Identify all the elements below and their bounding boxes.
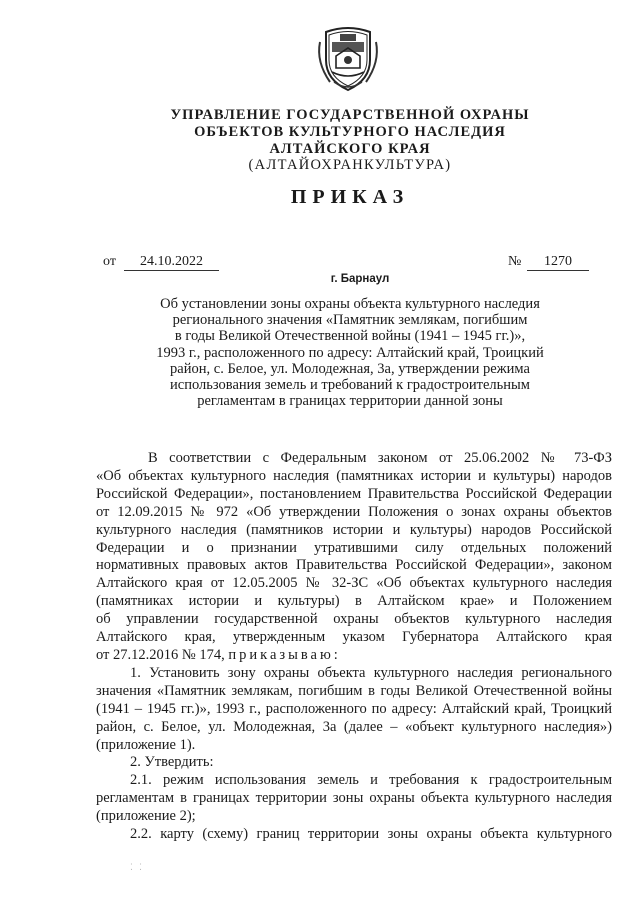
body-line: нормативных правовых актов Правительства Российской Федерации», законом [96,557,612,574]
item-1-line: 1. Установить зону охраны объекта культурного наследия регионального [130,664,612,681]
item-2-2-line: 2.2. карту (схему) границ территории зоны охраны объекта культурного [130,826,612,843]
number-label: № [508,254,522,269]
body-line: Российской Федерации», постановлением Правительства Российской Федерации [96,485,612,502]
order-directive: приказываю: [228,646,341,663]
org-name-line-1: УПРАВЛЕНИЕ ГОСУДАРСТВЕННОЙ ОХРАНЫ [170,107,530,123]
order-number: 1270 [527,254,589,271]
date-label: от [103,254,116,269]
item-2-1-line: 2.1. режим использования земель и требования к градостроительным [130,772,612,789]
body-line-prefix: от 27.12.2016 № 174, [96,646,229,663]
body-line: от 12.09.2015 № 972 «Об утверждении Положения о зонах охраны объектов [96,503,612,520]
scan-margin-mark: ⁚ ⁚ [130,862,144,872]
body-line: Алтайского края от 12.05.2005 № 32-ЗС «Об объектах культурного наследия [96,575,612,592]
item-1-line: значения «Памятник землякам, погибшим в годы Великой Отечественной войны [96,682,612,699]
org-name-line-2: ОБЪЕКТОВ КУЛЬТУРНОГО НАСЛЕДИЯ [194,124,506,140]
body-line: культурного наследия (памятников истории и культуры) народов Российской [96,521,612,538]
subject-line: Об установлении зоны охраны объекта культурного наследия [160,296,540,312]
body-line: «Об объектах культурного наследия (памятниках истории и культуры) народов [96,467,612,484]
item-1-line: район, с. Белое, ул. Молодежная, 3а (далее – «объект культурного наследия») [96,718,612,735]
subject-line: 1993 г., расположенного по адресу: Алтайский край, Троицкий [156,344,544,361]
org-name-line-3: АЛТАЙСКОГО КРАЯ [269,141,431,157]
coat-of-arms-emblem [312,22,384,94]
org-abbreviation: (АЛТАЙОХРАНКУЛЬТУРА) [248,157,452,173]
item-2-heading: 2. Утвердить: [130,754,214,771]
body-line: Федерации и о признании утратившими силу отдельных положений [96,539,612,556]
subject-line: регионального значения «Памятник землякам, погибшим [172,312,528,329]
item-1-line: (приложение 1). [96,736,196,753]
body-line: В соответствии с Федеральным законом от 25.06.2002 № 73-ФЗ [148,450,612,466]
body-line: (памятниках истории и культуры) в Алтайском крае» и Положением [96,593,612,610]
subject-line: район, с. Белое, ул. Молодежная, 3а, утверждении режима [170,360,530,377]
subject-line: регламентам в границах территории данной зоны [197,393,503,410]
subject-line: использования земель и требований к градостроительным [170,377,530,394]
order-date: 24.10.2022 [124,254,219,271]
order-body [96,450,612,844]
item-2-1-line: (приложение 2); [96,808,196,825]
city-name: г. Барнаул [330,273,390,285]
body-line: об управлении государственной охраны объектов культурного наследия [96,611,612,628]
document-type-title: ПРИКАЗ [290,186,410,208]
body-line [96,647,612,665]
subject-line: в годы Великой Отечественной войны (1941 – 1945 гг.)», [174,328,526,345]
body-line: Алтайского края, утвержденным указом Губернатора Алтайского края [96,629,612,646]
item-2-1-line: регламентам в границах территории зоны охраны объекта культурного наследия [96,790,612,807]
item-1-line: (1941 – 1945 гг.)», 1993 г., расположенного по адресу: Алтайский край, Троицкий [96,700,612,717]
order-subject [110,296,590,409]
